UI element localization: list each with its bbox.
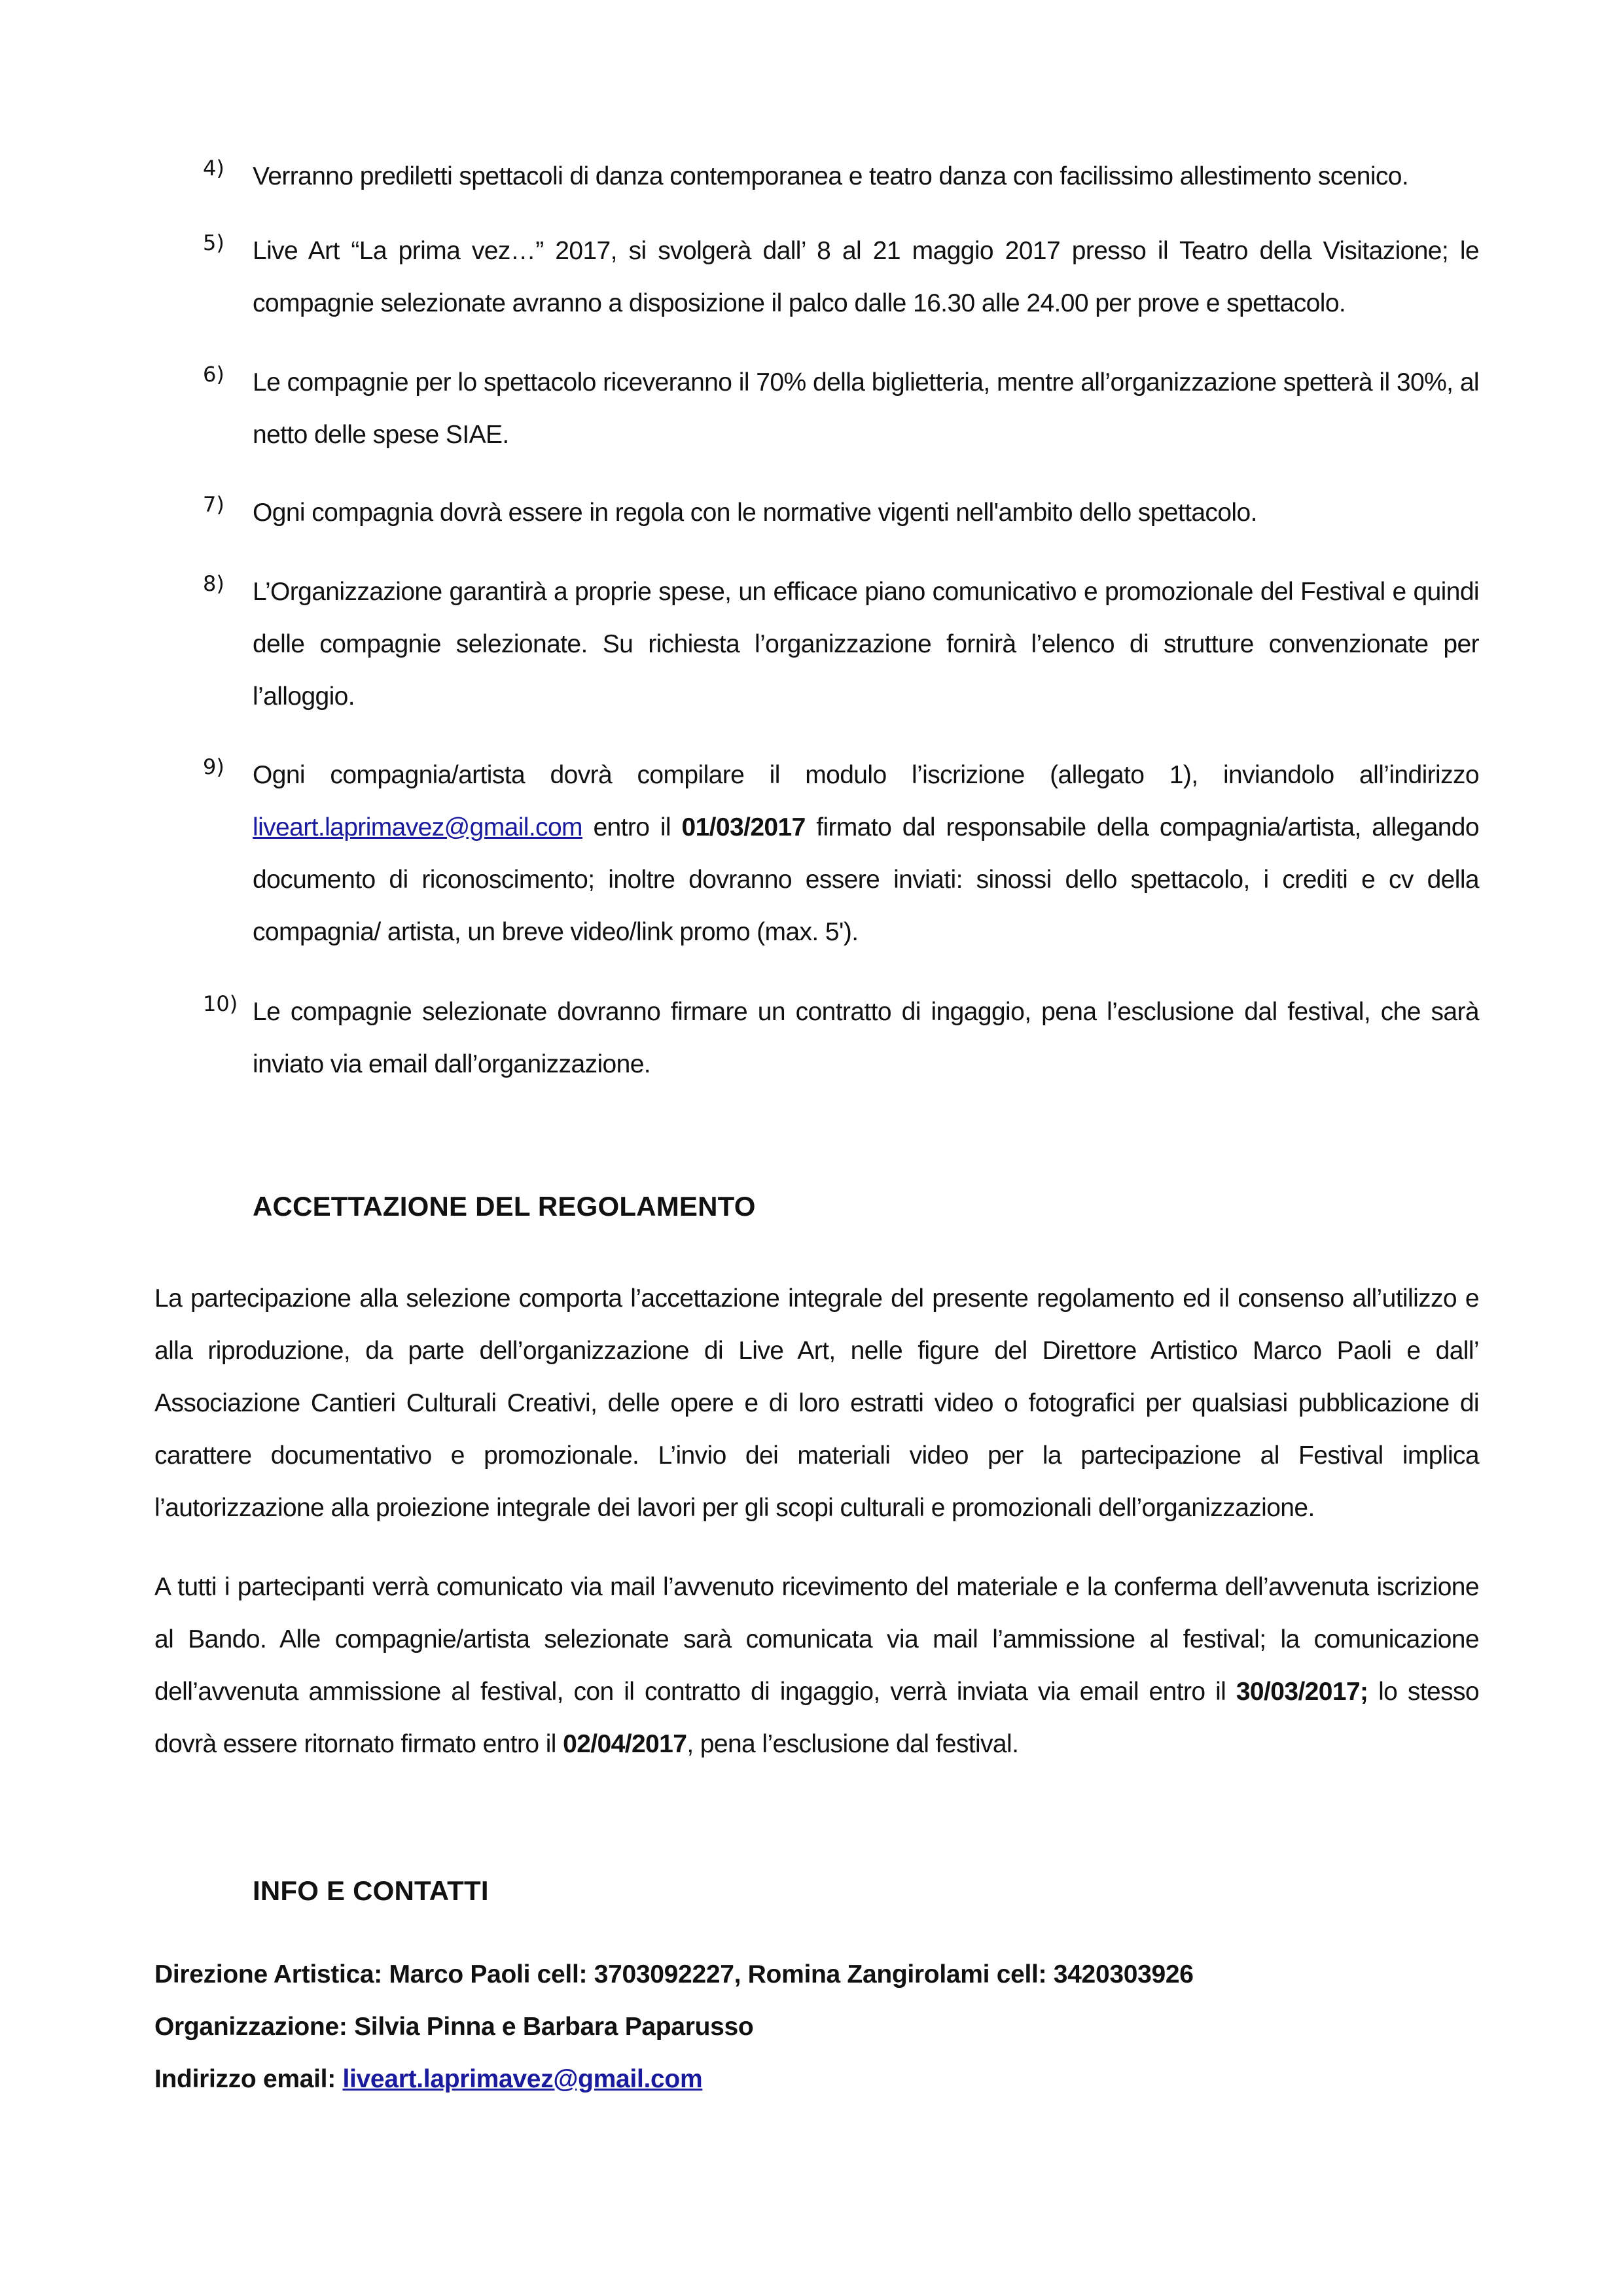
acceptance-paragraph: La partecipazione alla selezione comporta l’accettazione integrale del presente regolamento ed il consenso all’utilizzo e alla riproduzione, da parte dell’organizzazione di Live Art, nelle figure del Direttore Artistico Marco Paoli e dall’ Associazione Cantieri Culturali Creativi, delle opere e di loro estratti video o fotografici per qualsiasi pubblicazione di carattere documentativo e promozionale. L’invio dei materiali video per la partecipazione al Festival implica l’autorizzazione alla proiezione integrale dei lavori per gli scopi culturali e promozionali dell’organizzazione. xyxy=(154,1284,1479,1522)
paragraph-text: A tutti i partecipanti verrà comunicato via mail l’avvenuto ricevimento del materiale e la conferma dell’avvenuta iscrizione al Bando. Alle compagnie/artista selezionate sarà comunicata via mail l’ammissione al festival; la comunicazione dell’avvenuta ammissione al festival, con il contratto di ingaggio, verrà inviata via email entro il xyxy=(154,1573,1479,1706)
deadline-date: 01/03/2017 xyxy=(681,813,806,841)
list-text: Ogni compagnia dovrà essere in regola con le normative vigenti nell'ambito dello spettacolo. xyxy=(253,499,1257,527)
email-link[interactable]: liveart.laprimavez@gmail.com xyxy=(253,813,582,841)
section-heading: INFO E CONTATTI xyxy=(253,1875,489,1906)
artistic-direction-line: Direzione Artistica: Marco Paoli cell: 3703092227, Romina Zangirolami cell: 3420303926 xyxy=(154,1960,1194,1988)
list-text: Le compagnie selezionate dovranno firmare un contratto di ingaggio, pena l’esclusione dal festival, che sarà inviato via email dall’organizzazione. xyxy=(253,998,1479,1078)
list-text: Live Art “La prima vez…” 2017, si svolgerà dall’ 8 al 21 maggio 2017 presso il Teatro della Visitazione; le compagnie selezionate avranno a disposizione il palco dalle 16.30 alle 24.00 per prove e spettacolo. xyxy=(253,237,1479,317)
list-number: 8) xyxy=(203,571,224,596)
paragraph-text: lo stesso dovrà essere ritornato firmato entro il xyxy=(154,1678,1479,1758)
list-text-part: entro il xyxy=(582,813,682,841)
list-number: 7) xyxy=(203,492,224,517)
list-text xyxy=(253,749,1479,959)
list-text: L’Organizzazione garantirà a proprie spese, un efficace piano comunicativo e promozionale del Festival e quindi delle compagnie selezionate. Su richiesta l’organizzazione fornirà l’elenco di strutture convenzionate per l’alloggio. xyxy=(253,578,1479,711)
list-number: 6) xyxy=(203,362,224,387)
notification-paragraph xyxy=(154,1561,1479,1771)
section-heading: ACCETTAZIONE DEL REGOLAMENTO xyxy=(253,1191,756,1222)
notification-date: 30/03/2017; xyxy=(1236,1678,1368,1706)
list-number: 10) xyxy=(203,991,238,1016)
organization-line: Organizzazione: Silvia Pinna e Barbara Paparusso xyxy=(154,2013,754,2041)
list-text-part: firmato dal responsabile della compagnia/artista, allegando documento di riconoscimento; inoltre dovranno essere inviati: sinossi dello spettacolo, i crediti e cv della compagnia/ artista, un breve video/link promo (max. 5'). xyxy=(253,813,1479,946)
email-label: Indirizzo email: xyxy=(154,2065,343,2093)
email-line xyxy=(154,2065,702,2094)
list-number: 9) xyxy=(203,754,224,779)
list-text: Verranno prediletti spettacoli di danza contemporanea e teatro danza con facilissimo allestimento scenico. xyxy=(253,162,1409,190)
list-text-part: Ogni compagnia/artista dovrà compilare il modulo l’iscrizione (allegato 1), inviandolo all’indirizzo xyxy=(253,761,1479,789)
list-number: 5) xyxy=(203,230,224,255)
contact-email-link[interactable]: liveart.laprimavez@gmail.com xyxy=(342,2065,703,2093)
list-text: Le compagnie per lo spettacolo riceveranno il 70% della biglietteria, mentre all’organizzazione spetterà il 30%, al netto delle spese SIAE. xyxy=(253,368,1479,449)
paragraph-text: , pena l’esclusione dal festival. xyxy=(687,1730,1019,1758)
return-date: 02/04/2017 xyxy=(563,1730,687,1758)
list-number: 4) xyxy=(203,156,224,181)
